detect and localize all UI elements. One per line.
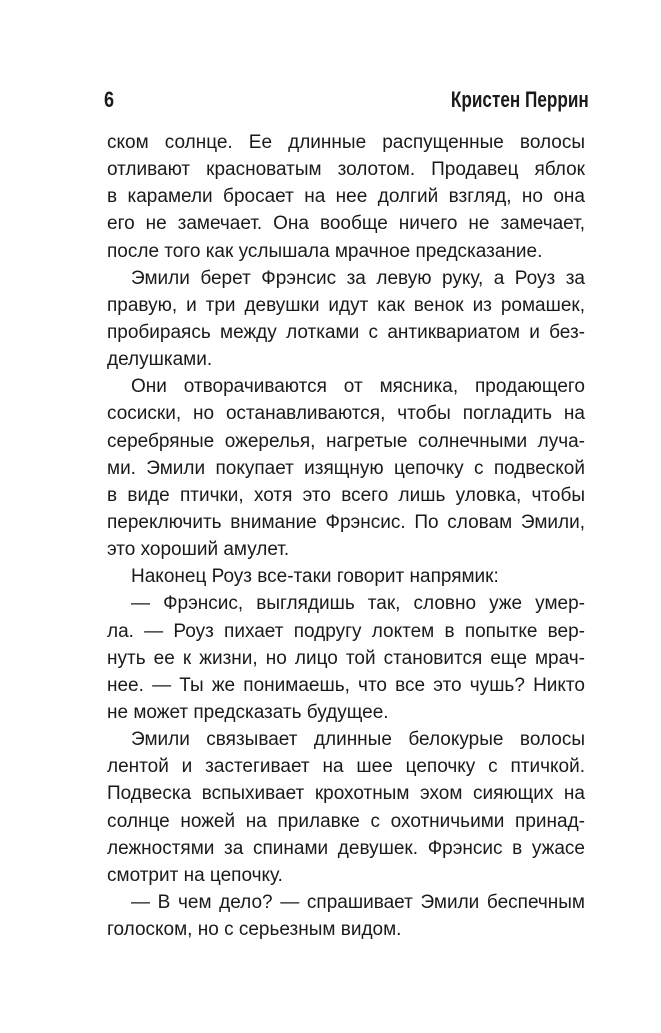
page-number: 6 [104, 87, 115, 112]
text-line: голоском, но с серьезным видом. [107, 919, 402, 941]
text-line: ми. Эмили покупает изящную цепочку с подвеской [107, 457, 585, 479]
text-line: лентой и застегивает на шее цепочку с птичкой. [107, 756, 585, 778]
text-line: смотрит на цепочку. [107, 864, 283, 886]
running-head [104, 85, 589, 115]
text-line: это хороший амулет. [107, 539, 290, 561]
text-line: солнце ножей на прилавке с охотничьими принад- [107, 810, 585, 832]
text-line: его не замечает. Она вообще ничего не замечает, [107, 213, 585, 235]
text-line: Эмили связывает длинные белокурые волосы [131, 729, 585, 751]
text-line: — Фрэнсис, выглядишь так, словно уже умер- [131, 593, 585, 615]
text-line: серебряные ожерелья, нагретые солнечными луча- [107, 430, 585, 452]
text-line: Эмили берет Фрэнсис за левую руку, а Роуз за [131, 267, 585, 289]
text-line: Подвеска вспыхивает крохотным эхом сияющих на [107, 783, 585, 805]
text-line: делушками. [107, 349, 213, 371]
text-line: переключить внимание Фрэнсис. По словам Эмили, [107, 511, 585, 533]
text-line: ском солнце. Ее длинные распущенные волосы [107, 132, 585, 153]
body-text [107, 129, 585, 943]
text-line: не может предсказать будущее. [107, 701, 389, 723]
text-line: в карамели бросает на нее долгий взгляд, но она [107, 186, 585, 208]
text-line: нее. — Ты же понимаешь, что все это чушь? Никто [107, 674, 585, 696]
text-line: Наконец Роуз все-таки говорит напрямик: [131, 566, 499, 588]
text-line: Они отворачиваются от мясника, продающего [131, 376, 585, 398]
text-line: — В чем дело? — спрашивает Эмили беспечным [131, 891, 585, 913]
running-head-author: Кристен Перрин [451, 87, 589, 112]
text-line: ла. — Роуз пихает подругу локтем в попытке вер- [107, 620, 585, 642]
text-line: правую, и три девушки идут как венок из ромашек, [107, 294, 585, 316]
text-line: после того как услышала мрачное предсказание. [107, 240, 543, 262]
text-line: в виде птички, хотя это всего лишь уловка, чтобы [107, 484, 585, 506]
text-line: нуть ее к жизни, но лицо той становится еще мрач- [107, 647, 585, 669]
text-line: сосиски, но останавливаются, чтобы погладить на [107, 403, 585, 425]
text-line: лежностями за спинами девушек. Фрэнсис в ужасе [107, 837, 585, 859]
text-line: пробираясь между лотками с антиквариатом и без- [107, 321, 585, 343]
text-line: отливают красноватым золотом. Продавец яблок [107, 159, 585, 181]
